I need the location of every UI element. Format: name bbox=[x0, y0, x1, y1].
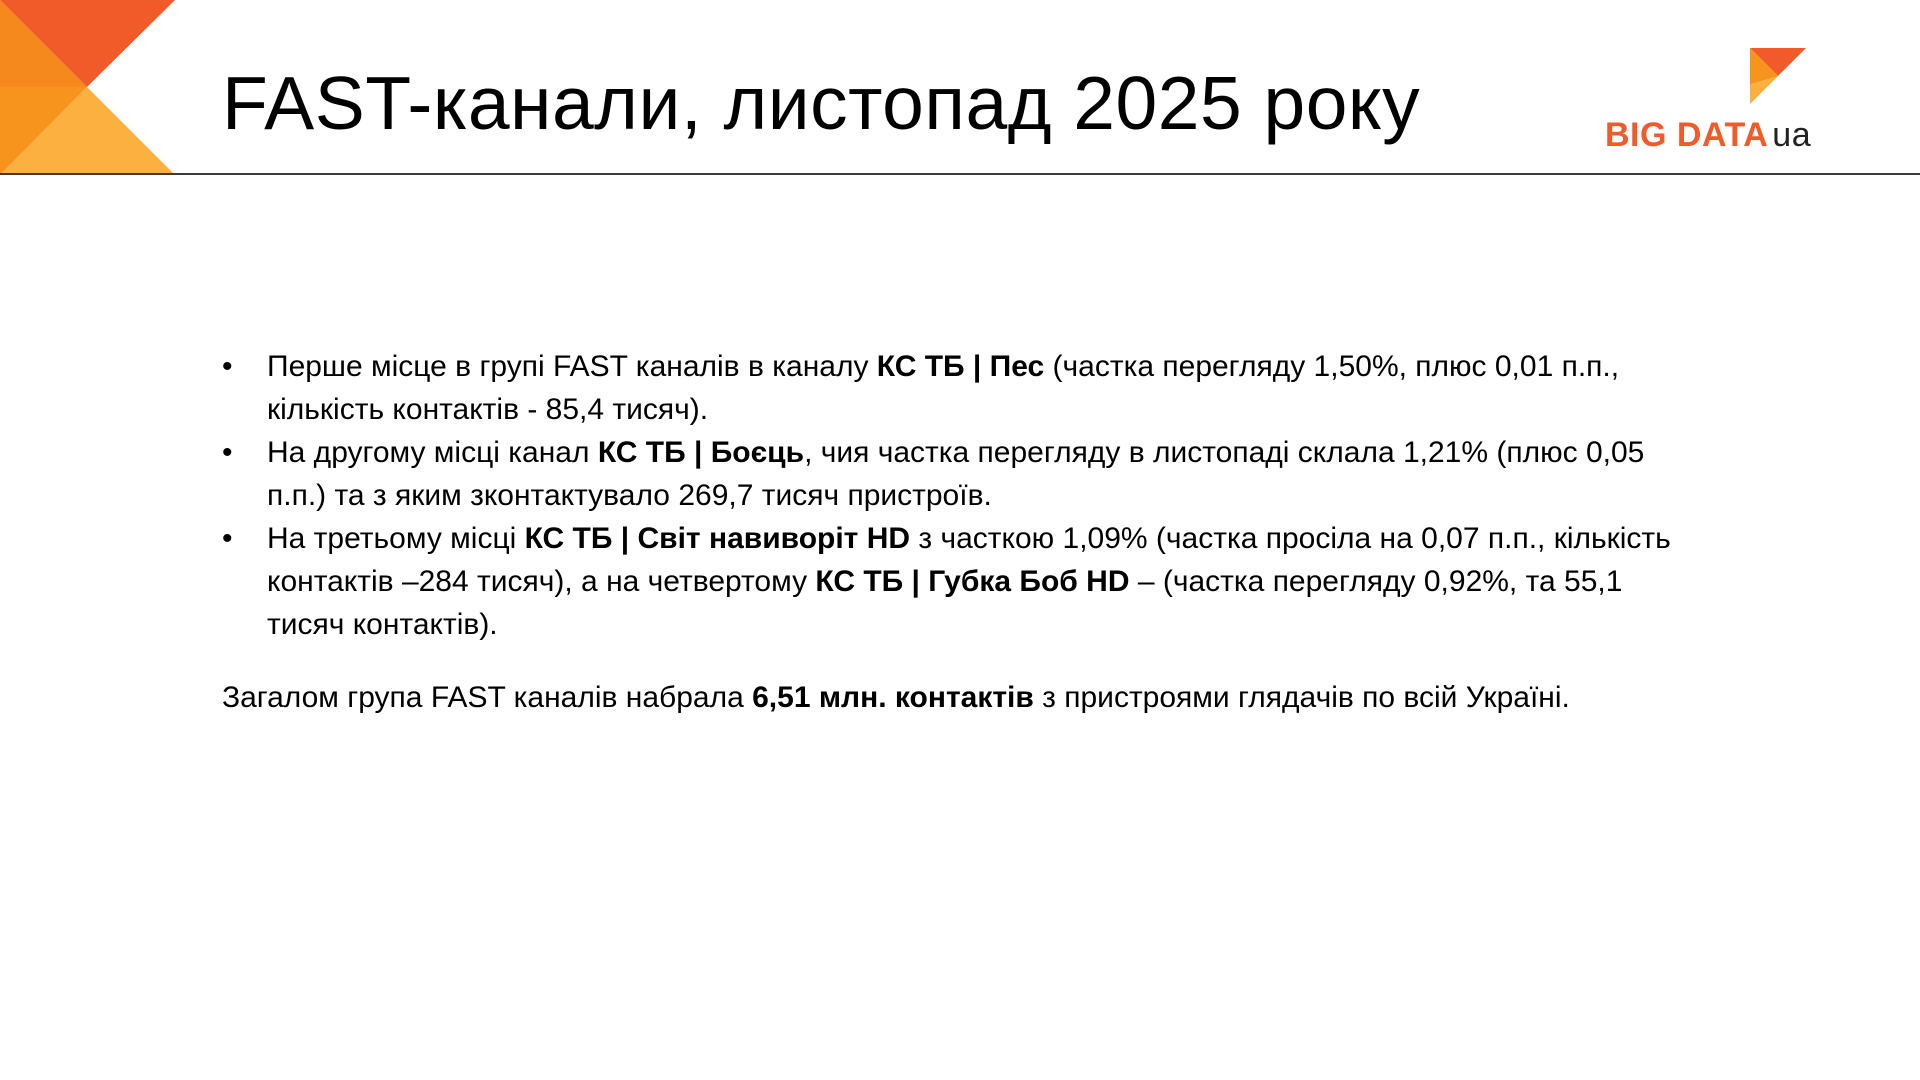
bullet-item-1 bbox=[222, 345, 1702, 431]
bullet-item-3 bbox=[222, 517, 1702, 646]
bullet-list bbox=[222, 345, 1702, 646]
summary-total-contacts: 6,51 млн. контактів bbox=[752, 681, 1034, 714]
page-title: FAST-канали, листопад 2025 року bbox=[222, 61, 1421, 145]
summary-paragraph bbox=[222, 676, 1702, 719]
bullet-text: (частка перегляду 1,50%, плюс 0,01 п.п., кількість контактів - 85,4 тисяч). bbox=[267, 350, 1620, 426]
bullet-text: На третьому місці bbox=[267, 522, 525, 555]
logo-mark-icon bbox=[1750, 48, 1810, 108]
main-content bbox=[222, 345, 1702, 749]
summary-text: з пристроями глядачів по всій Україні. bbox=[1033, 681, 1570, 714]
bullet-item-2 bbox=[222, 431, 1702, 517]
bullet-text: , чия частка перегляду в листопаді склала 1,21% (плюс 0,05 п.п.) та з яким зконтактувало 269,7 тисяч пристроїв. bbox=[267, 436, 1645, 512]
header-divider bbox=[0, 173, 1920, 175]
channel-name-pes: КС ТБ | Пес bbox=[876, 350, 1045, 383]
channel-name-boets: КС ТБ | Боєць bbox=[597, 436, 805, 469]
channel-name-svit-navyvorit: КС ТБ | Світ навиворіт HD bbox=[524, 522, 911, 555]
bullet-text: – (частка перегляду 0,92%, та 55,1 тисяч контактів). bbox=[267, 565, 1623, 641]
channel-name-gubka-bob: КС ТБ | Губка Боб HD bbox=[815, 565, 1130, 598]
logo-suffix-text: ua bbox=[1772, 116, 1812, 154]
logo-text bbox=[1605, 116, 1811, 155]
summary-text: Загалом група FAST каналів набрала bbox=[222, 681, 753, 714]
bullet-text: з часткою 1,09% (частка просіла на 0,07 п.п., кількість контактів –284 тисяч), а на четвертому bbox=[267, 522, 1671, 598]
bullet-text: Перше місце в групі FAST каналів в каналу bbox=[267, 350, 877, 383]
big-data-ua-logo bbox=[1605, 48, 1830, 158]
corner-decoration bbox=[0, 0, 175, 175]
bullet-text: На другому місці канал bbox=[267, 436, 598, 469]
logo-main-text: BIG DATA bbox=[1605, 116, 1769, 154]
